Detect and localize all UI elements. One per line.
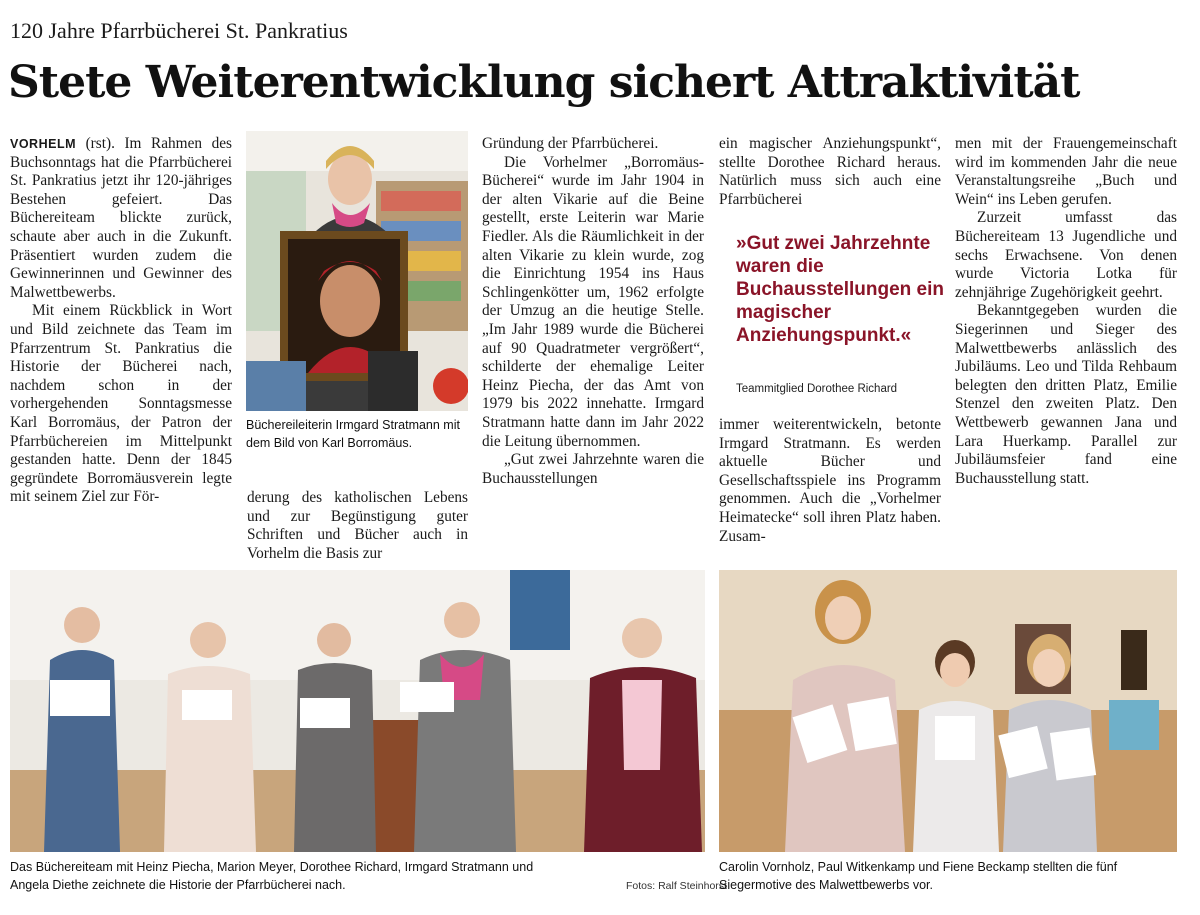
caption-team-photo: Das Büchereiteam mit Heinz Piecha, Marion Meyer, Dorothee Richard, Irmgard Stratmann und Angela Diethe zeichnete die Historie der Pfarrbücherei nach. — [10, 860, 534, 892]
paragraph: Mit einem Rückblick in Wort und Bild zeichnete das Team im Pfarrzentrum St. Pankratius die Historie der Bücherei nach, nachdem schon in der vorhergehenden Sonntagsmesse Karl Borromäus, der Patron der Pfarrbüchereien im Mittelpunkt gestanden hatte. Denn der 1845 gegründete Borromäusverein legte mit seinem Ziel zur För- — [10, 302, 232, 506]
article-column-4-bottom — [719, 416, 941, 546]
photo-librarian-with-portrait — [246, 131, 468, 411]
paragraph: Gründung der Pfarrbücherei. — [482, 135, 659, 152]
paragraph: Bekanntgegeben wurden die Siegerinnen und Sieger des Malwettbewerbs anlässlich des Jubiläums. Leo und Tilda Rehbaum belegten den dritten Platz, Emilie Stenzel den zweiten Platz. Den Wettbewerb gewannen Jana und Lara Huerkamp. Parallel zur Jubiläumsfeier fand eine Buchausstellung statt. — [955, 302, 1177, 487]
article-column-2 — [247, 489, 468, 563]
article-column-5 — [955, 135, 1177, 488]
paragraph: men mit der Frauengemeinschaft wird im kommenden Jahr die neue Veranstaltungsreihe „Buch und Wein“ ins Leben gerufen. — [955, 135, 1177, 208]
lead-paragraph: VORHELM (rst). Im Rahmen des Buchsonntags hat die Pfarrbücherei St. Pankratius jetzt ihr 120-jähriges Bestehen gefeiert. Das Büchereiteam blickte zurück, schaute aber auch in die Zukunft. Präsentiert wurden zudem die Gewinnerinnen und Gewinner des Malwettbewerbs. — [10, 135, 232, 301]
paragraph: Zurzeit umfasst das Büchereiteam 13 Jugendliche und sechs Erwachsene. Von denen wurde Victoria Lotka für zehnjährige Zugehörigkeit geehrt. — [955, 209, 1177, 301]
paragraph: ein magischer Anziehungspunkt“, stellte Dorothee Richard heraus. Natürlich muss sich auch eine Pfarrbücherei — [719, 135, 941, 208]
pull-quote: »Gut zwei Jahrzehnte waren die Buchausstellungen ein magischer Anziehungspunkt.« — [736, 233, 944, 346]
pull-quote-attribution: Teammitglied Dorothee Richard — [736, 383, 898, 395]
photo-library-team — [10, 570, 705, 852]
article-column-3 — [482, 135, 704, 488]
kicker: 120 Jahre Pfarrbücherei St. Pankratius — [10, 18, 348, 43]
photo-competition-winners — [719, 570, 1177, 852]
article-column-4-top — [719, 135, 941, 209]
paragraph: derung des katholischen Lebens und zur Begünstigung guter Schriften und Bücher auch in Vorhelm die Basis zur — [247, 489, 468, 562]
caption-winners-photo: Carolin Vornholz, Paul Witkenkamp und Fiene Beckamp stellten die fünf Siegermotive des Malwettbewerbs vor. — [719, 860, 1118, 892]
paragraph: Die Vorhelmer „Borromäus-Bücherei“ wurde im Jahr 1904 in der alten Vikarie auf die Beine gestellt, erste Leiterin war Marie Fiedler. Als die Räumlichkeit in der alten Vikarie zu klein wurde, zog die Einrichtung 1954 ins Haus Schlingenkötter um, 1962 erfolgte der Umzug an die heutige Stelle. „Im Jahr 1989 wurde die Bücherei auf 90 Quadratmeter vergrößert“, schilderte der ehemalige Leiter Heinz Piecha, der das Amt von 1979 bis 2022 innehatte. Irmgard Stratmann hatte dann im Jahr 2022 die Leitung übernommen. — [482, 153, 704, 450]
caption-librarian-photo: Büchereileiterin Irmgard Stratmann mit dem Bild von Karl Borromäus. — [246, 418, 460, 450]
article-column-1 — [10, 135, 232, 507]
dateline: VORHELM — [10, 137, 76, 151]
paragraph: immer weiterentwickeln, betonte Irmgard Stratmann. Es werden aktuelle Bücher und Gesellschaftsspiele ins Programm genommen. Auch die „Vorhelmer Heimatecke“ soll ihren Platz haben. Zusam- — [719, 416, 941, 545]
paragraph: „Gut zwei Jahrzehnte waren die Buchausstellungen — [482, 451, 704, 487]
photo-credit: Fotos: Ralf Steinhorst — [626, 880, 727, 892]
headline: Stete Weiterentwicklung sichert Attraktivität — [8, 57, 1080, 108]
